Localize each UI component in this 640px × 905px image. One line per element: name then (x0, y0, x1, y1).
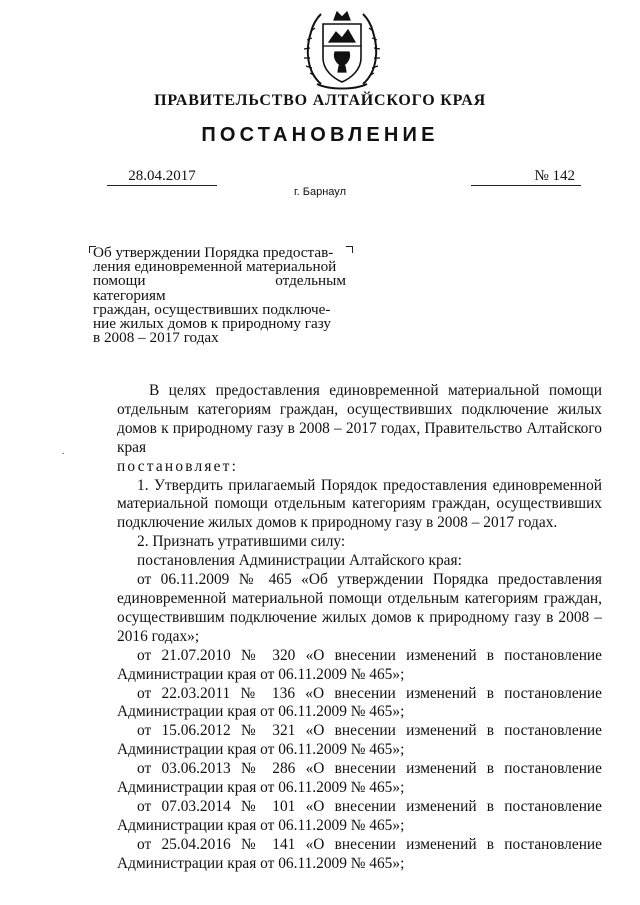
body-item-1: 1. Утвердить прилагаемый Порядок предоставления единовременной материальной помощи отдельным категориям граждан, осуществивших подключение жилых домов к природному газу в 2008 – 2017 годах. (117, 476, 602, 532)
government-name: ПРАВИТЕЛЬСТВО АЛТАЙСКОГО КРАЯ (154, 92, 486, 109)
document-subject (93, 246, 346, 345)
repealed-act: от 15.06.2012 № 321 «О внесении изменений в постановление Администрации края от 06.11.2009 № 465»; (117, 722, 602, 759)
repealed-act: от 25.04.2016 № 141 «О внесении изменений в постановление Администрации края от 06.11.2009 № 465»; (117, 835, 602, 872)
subject-line: в 2008 – 2017 годах (93, 329, 219, 347)
coat-of-arms-emblem (301, 6, 383, 92)
body-intro: В целях предоставления единовременной материальной помощи отдельным категориям граждан, осуществивших подключение жилых домов к природному газу в 2008 – 2017 годах, Правительство Алтайского края (117, 382, 602, 456)
document-city: г. Барнаул (294, 186, 346, 198)
subject-bracket-right (346, 246, 353, 253)
repealed-act: от 06.11.2009 № 465 «Об утверждении Порядка предоставления единовременной материальной помощи отдельным категориям граждан, осуществившим подключение жилых домов к природному газу в 2008 – 2016 годах»; (117, 571, 602, 645)
repealed-act: от 03.06.2013 № 286 «О внесении изменений в постановление Администрации края от 06.11.2009 № 465»; (117, 760, 602, 797)
body-resolves: постановляет: (117, 457, 239, 475)
body-item-2-sub: постановления Администрации Алтайского края: (137, 552, 462, 570)
subject-line (93, 274, 346, 302)
repealed-act: от 22.03.2011 № 136 «О внесении изменений в постановление Администрации края от 06.11.2009 № 465»; (117, 684, 602, 721)
subject-line: ние жилых домов к природному газу (93, 315, 331, 333)
subject-line: Об утверждении Порядка предостав- (93, 244, 334, 261)
document-number: № 142 (471, 168, 581, 186)
document-body (117, 382, 602, 874)
margin-mark: . (62, 446, 65, 457)
body-item-2: 2. Признать утратившими силу: (137, 533, 346, 551)
subject-line: граждан, осуществивших подключе- (93, 300, 331, 318)
document-type-title: ПОСТАНОВЛЕНИЕ (201, 124, 439, 146)
repealed-act: от 21.07.2010 № 320 «О внесении изменений в постановление Администрации края от 06.11.2009 № 465»; (117, 646, 602, 683)
subject-line: ления единовременной материальной (93, 258, 337, 276)
subject-line-text: помощи отдельным категориям (93, 272, 346, 304)
document-date: 28.04.2017 (107, 168, 217, 186)
repealed-act: от 07.03.2014 № 101 «О внесении изменений в постановление Администрации края от 06.11.2009 № 465»; (117, 797, 602, 834)
